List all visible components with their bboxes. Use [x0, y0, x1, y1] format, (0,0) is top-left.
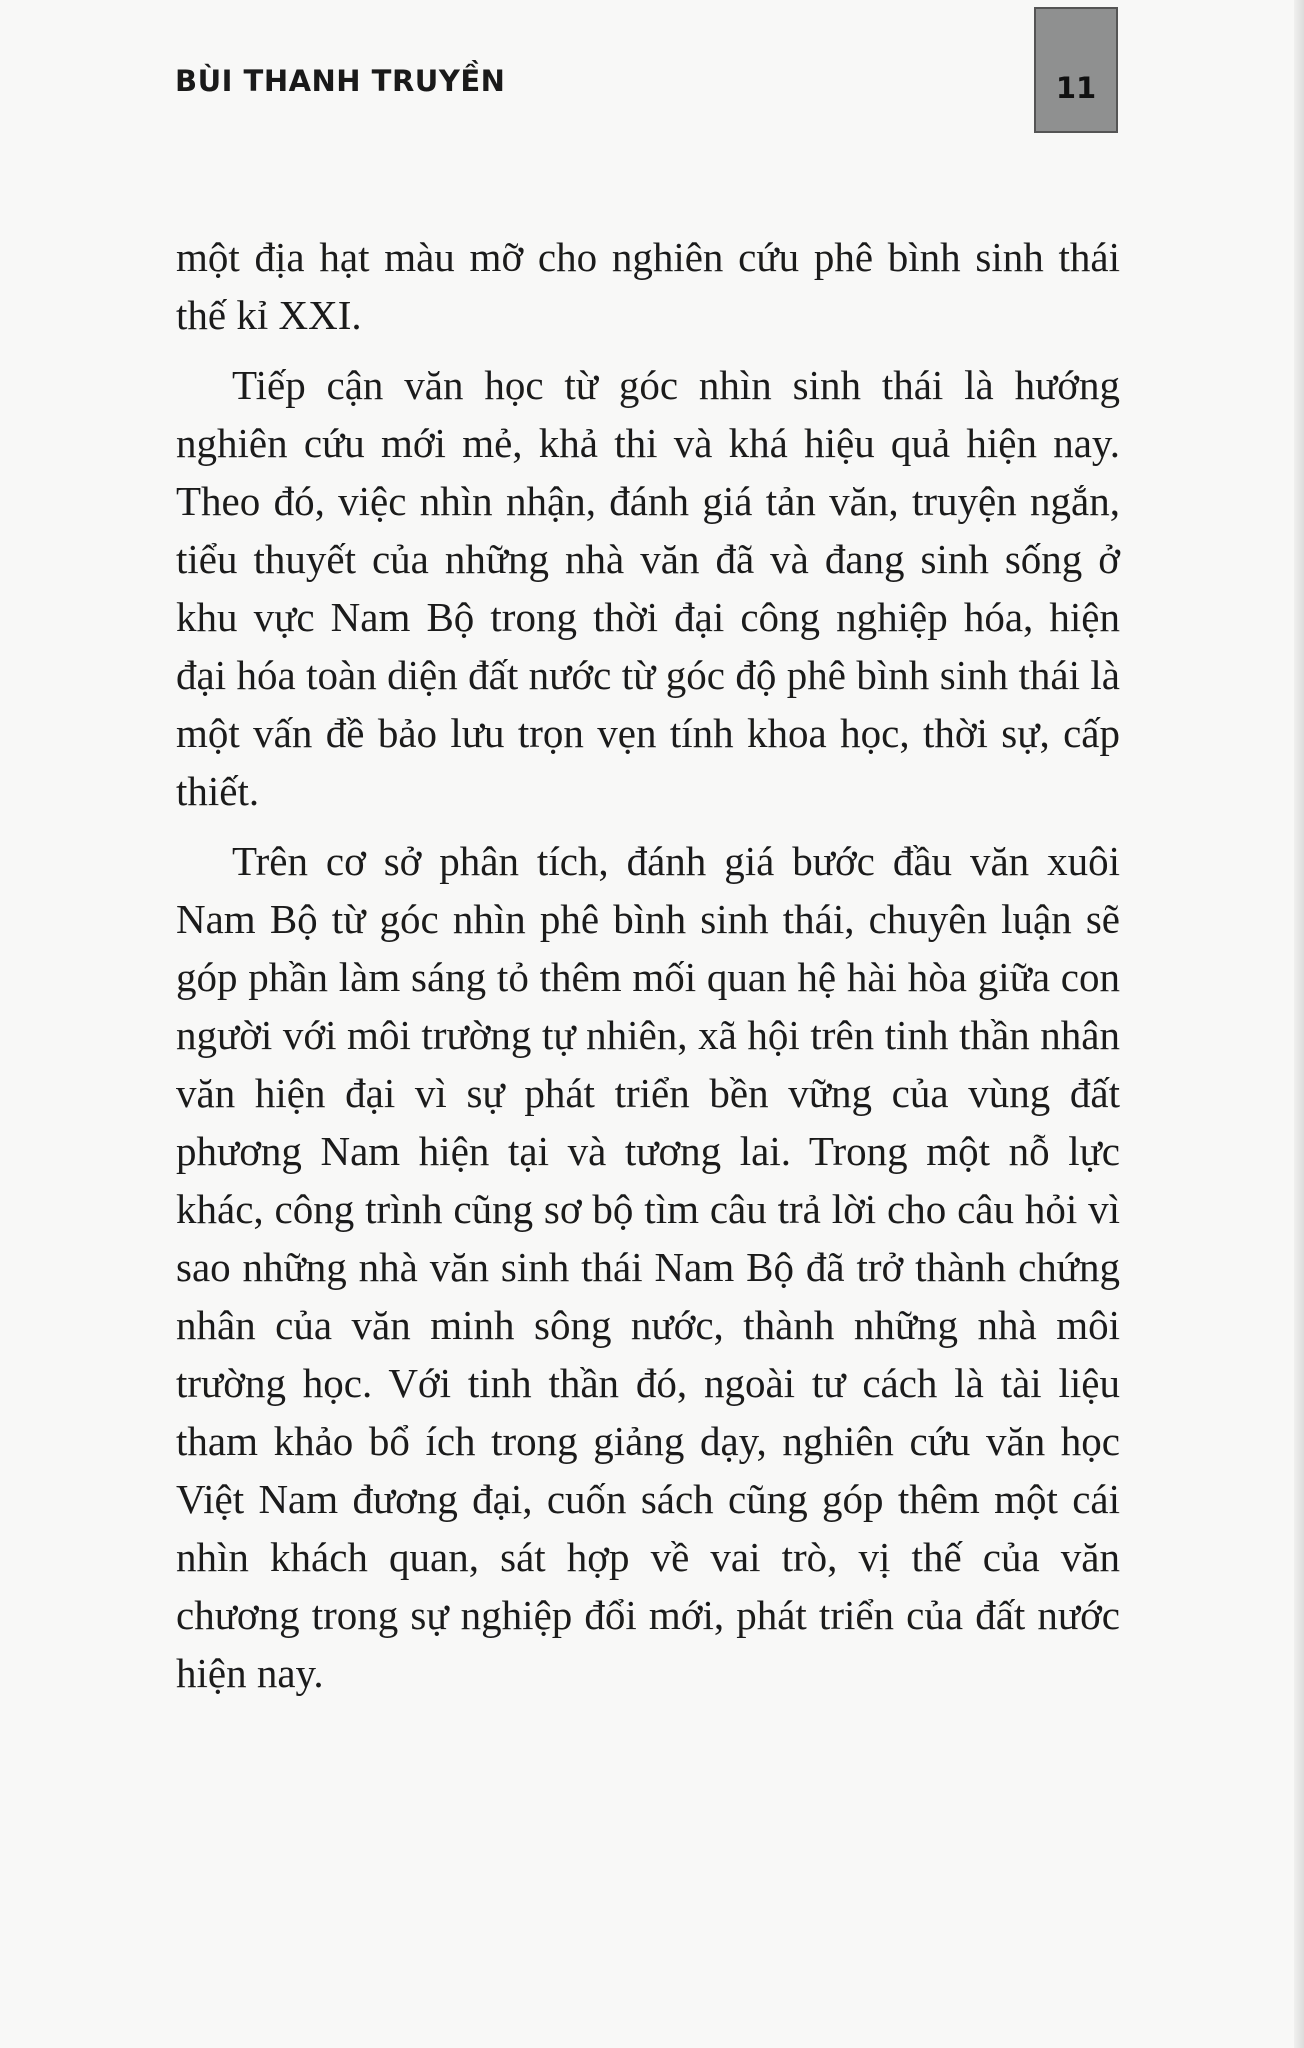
- body-text: [176, 228, 1120, 1714]
- page-edge-shadow: [1294, 0, 1304, 2048]
- paragraph-continuation: một địa hạt màu mỡ cho nghiên cứu phê bình sinh thái thế kỉ XXI.: [176, 234, 1120, 338]
- page-number-tab: [1034, 7, 1118, 133]
- page-number: 11: [1055, 71, 1097, 105]
- paragraph: Tiếp cận văn học từ góc nhìn sinh thái là hướng nghiên cứu mới mẻ, khả thi và khá hiệu quả hiện nay. Theo đó, việc nhìn nhận, đánh giá tản văn, truyện ngắn, tiểu thuyết của những nhà văn đã và đang sinh sống ở khu vực Nam Bộ trong thời đại công nghiệp hóa, hiện đại hóa toàn diện đất nước từ góc độ phê bình sinh thái là một vấn đề bảo lưu trọn vẹn tính khoa học, thời sự, cấp thiết.: [176, 362, 1120, 814]
- running-head-author: BÙI THANH TRUYỀN: [175, 64, 506, 98]
- paragraph: Trên cơ sở phân tích, đánh giá bước đầu văn xuôi Nam Bộ từ góc nhìn phê bình sinh thái, chuyên luận sẽ góp phần làm sáng tỏ thêm mối quan hệ hài hòa giữa con người với môi trường tự nhiên, xã hội trên tinh thần nhân văn hiện đại vì sự phát triển bền vững của vùng đất phương Nam hiện tại và tương lai. Trong một nỗ lực khác, công trình cũng sơ bộ tìm câu trả lời cho câu hỏi vì sao những nhà văn sinh thái Nam Bộ đã trở thành chứng nhân của văn minh sông nước, thành những nhà môi trường học. Với tinh thần đó, ngoài tư cách là tài liệu tham khảo bổ ích trong giảng dạy, nghiên cứu văn học Việt Nam đương đại, cuốn sách cũng góp thêm một cái nhìn khách quan, sát hợp về vai trò, vị thế của văn chương trong sự nghiệp đổi mới, phát triển của đất nước hiện nay.: [176, 838, 1120, 1696]
